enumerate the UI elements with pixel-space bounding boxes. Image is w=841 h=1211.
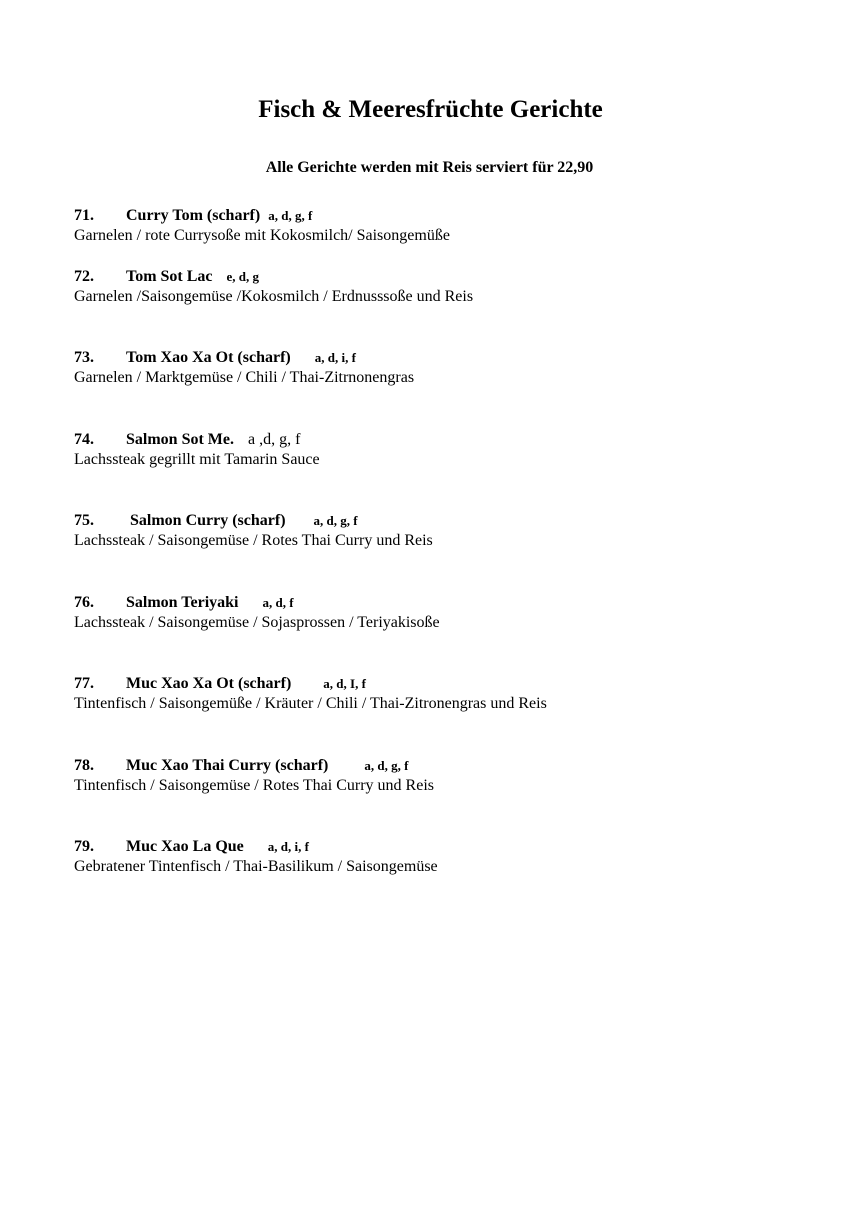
menu-item-name-line (126, 673, 366, 694)
menu-item-name: Curry Tom (scharf) (126, 207, 261, 224)
menu-item-description: Garnelen /Saisongemüse /Kokosmilch / Erdnusssoße und Reis (74, 288, 474, 305)
menu-item-name-line (126, 205, 312, 226)
menu-item-name-line (126, 347, 356, 368)
menu-item-allergens: a, d, I, f (323, 676, 366, 691)
menu-item-allergens: a, d, g, f (364, 758, 409, 773)
menu-item-number: 73. (74, 349, 94, 366)
menu-item-name-line (126, 592, 294, 613)
menu-item-allergens: a, d, g, f (313, 513, 358, 528)
menu-item-allergens: a, d, i, f (314, 350, 356, 365)
menu-item-header (74, 429, 794, 450)
menu-item-number: 79. (74, 838, 94, 855)
menu-item-description: Garnelen / rote Currysoße mit Kokosmilch/ Saisongemüße (74, 227, 450, 244)
menu-item-name-line (126, 429, 300, 450)
menu-item-name: Muc Xao La Que (126, 838, 244, 855)
menu-item-allergens: e, d, g (226, 269, 260, 284)
menu-item (74, 266, 794, 307)
menu-item-header (74, 205, 794, 226)
menu-item-header (74, 755, 794, 776)
menu-item-header (74, 510, 794, 531)
menu-item-name-line (126, 755, 408, 776)
menu-item-header (74, 592, 794, 613)
menu-item-description: Gebratener Tintenfisch / Thai-Basilikum / Saisongemüse (74, 858, 438, 875)
menu-item-number: 71. (74, 207, 94, 224)
page-title: Fisch & Meeresfrüchte Gerichte (258, 96, 603, 123)
menu-item (74, 592, 794, 633)
menu-item (74, 673, 794, 714)
menu-item-name: Salmon Curry (scharf) (130, 512, 286, 529)
menu-item-header (74, 347, 794, 368)
menu-item-description: Lachssteak / Saisongemüse / Rotes Thai Curry und Reis (74, 532, 433, 549)
menu-item-description: Garnelen / Marktgemüse / Chili / Thai-Zitrnonengras (74, 369, 415, 386)
menu-item-number: 74. (74, 431, 94, 448)
menu-item-number: 76. (74, 594, 94, 611)
menu-item-name-line (126, 266, 259, 287)
price-note: Alle Gerichte werden mit Reis serviert für 22,90 (265, 159, 594, 176)
menu-item-allergens: a, d, g, f (268, 208, 313, 223)
menu-item-description: Lachssteak / Saisongemüse / Sojasprossen / Teriyakisoße (74, 614, 440, 631)
menu-item-name: Salmon Sot Me. (126, 431, 234, 448)
menu-item (74, 347, 794, 388)
menu-item (74, 836, 794, 877)
menu-item-name: Muc Xao Thai Curry (scharf) (126, 757, 329, 774)
menu-item-number: 78. (74, 757, 94, 774)
menu-item-description: Tintenfisch / Saisongemüße / Kräuter / Chili / Thai-Zitronengras und Reis (74, 695, 547, 712)
menu-item-number: 75. (74, 512, 94, 529)
menu-item-name: Tom Xao Xa Ot (scharf) (126, 349, 291, 366)
menu-item-name-line (126, 836, 309, 857)
menu-item-allergens: a, d, i, f (267, 839, 309, 854)
menu-item-allergens: a ,d, g, f (248, 431, 301, 448)
menu-item (74, 205, 794, 246)
menu-item-description: Lachssteak gegrillt mit Tamarin Sauce (74, 451, 320, 468)
menu-item-allergens: a, d, f (262, 595, 294, 610)
menu-item-header (74, 266, 794, 287)
menu-item-name-line (130, 510, 358, 531)
menu-item-header (74, 673, 794, 694)
menu-item (74, 755, 794, 796)
menu-item-number: 77. (74, 675, 94, 692)
menu-item-name: Muc Xao Xa Ot (scharf) (126, 675, 292, 692)
menu-item-header (74, 836, 794, 857)
menu-item (74, 510, 794, 551)
menu-item-number: 72. (74, 268, 94, 285)
menu-item-name: Tom Sot Lac (126, 268, 213, 285)
menu-item-name: Salmon Teriyaki (126, 594, 239, 611)
menu-item-description: Tintenfisch / Saisongemüse / Rotes Thai Curry und Reis (74, 777, 434, 794)
menu-item (74, 429, 794, 470)
